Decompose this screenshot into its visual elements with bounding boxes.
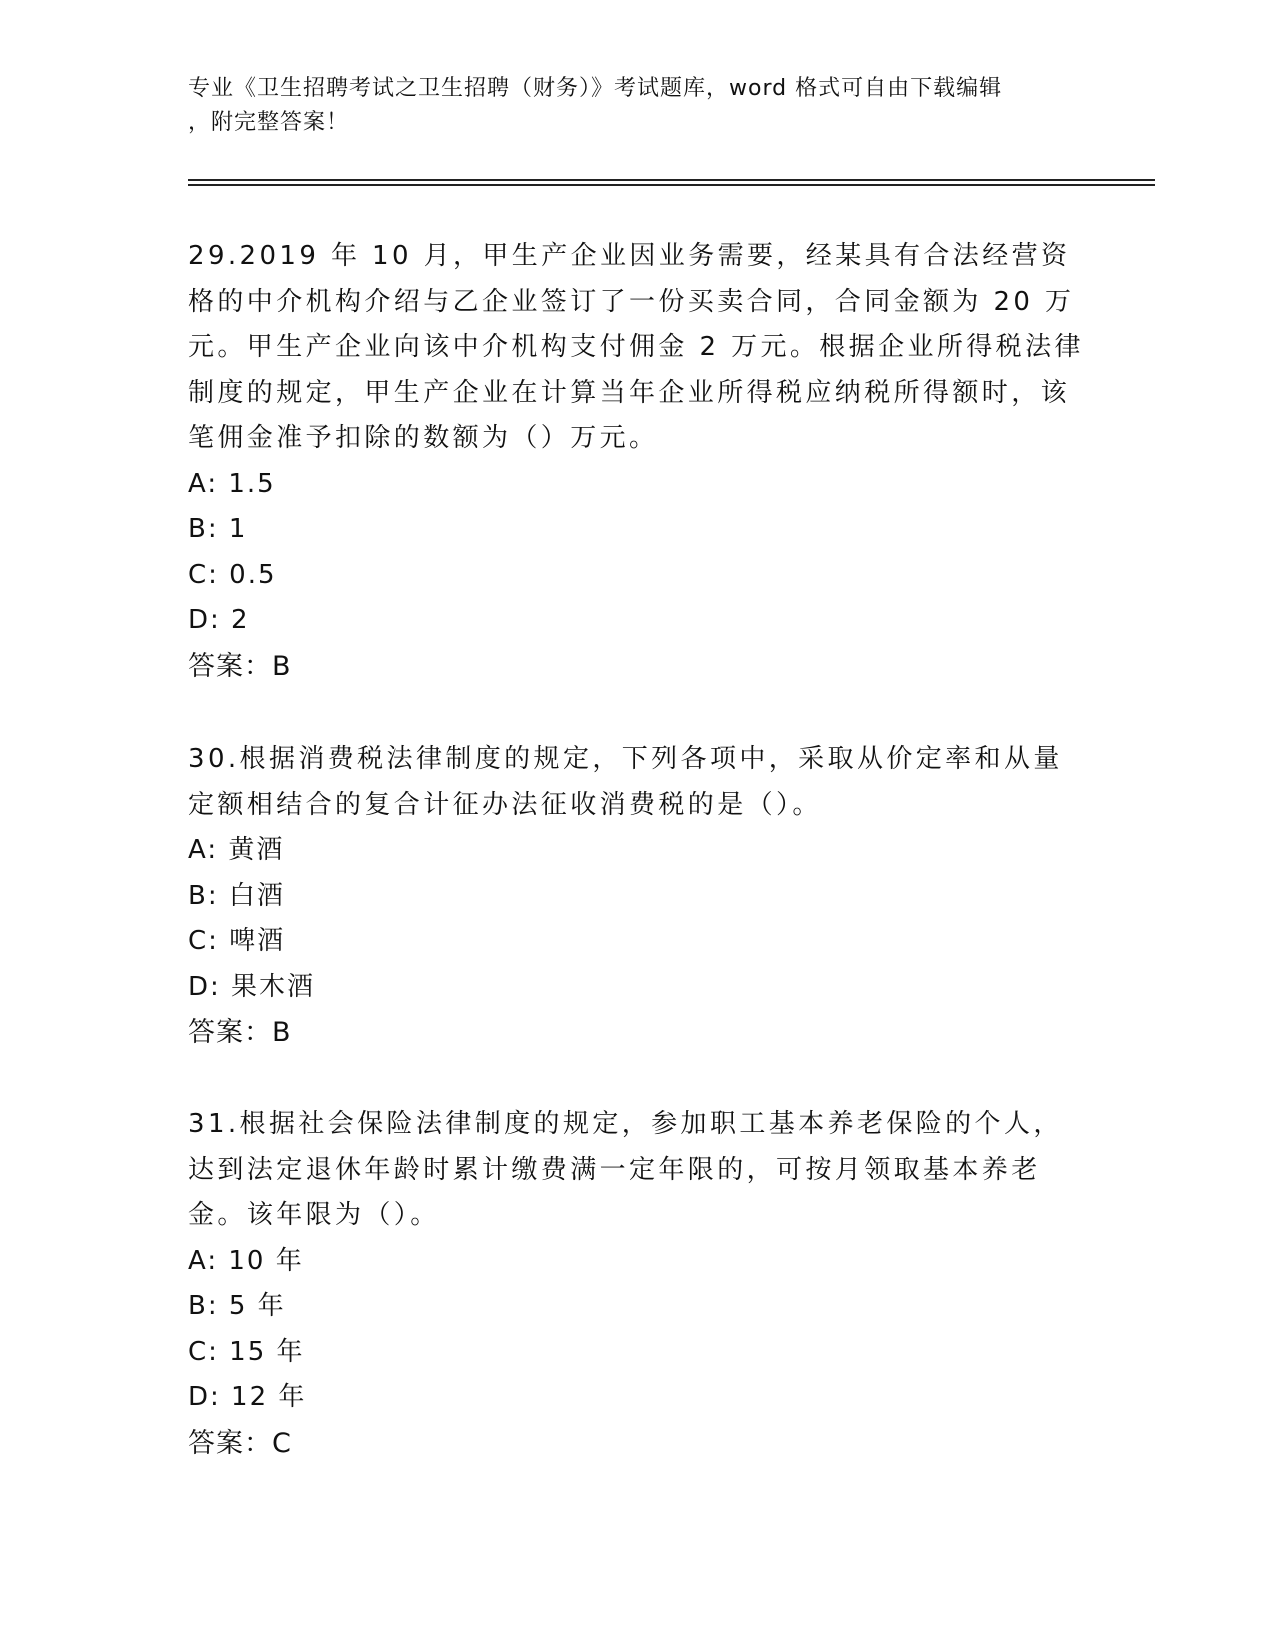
option-d: D: 2 bbox=[188, 605, 250, 635]
answer-label: 答案：C bbox=[188, 1427, 292, 1459]
option-a: A: 黄酒 bbox=[188, 835, 285, 865]
option-c: C: 0.5 bbox=[188, 559, 277, 590]
header-divider-line bbox=[188, 179, 1155, 181]
option-b: B: 5 年 bbox=[188, 1291, 286, 1321]
option-d: D: 果木酒 bbox=[188, 971, 316, 1002]
option-a: A: 1.5 bbox=[188, 468, 276, 499]
option-b: B: 白酒 bbox=[188, 880, 285, 911]
question-text: 29.2019 年 10 月，甲生产企业因业务需要，经某具有合法经营资格的中介机构介绍与乙企业签订了一份买卖合同，合同金额为 20 万元。甲生产企业向该中介机构支付佣金 2 万元。根据企业所得税法律制度的规定，甲生产企业在计算当年企业所得税应纳税所得额时，该笔佣金准予扣除的数额为（）万元。 bbox=[188, 241, 1084, 453]
question-text: 31.根据社会保险法律制度的规定，参加职工基本养老保险的个人，达到法定退休年龄时累计缴费满一定年限的，可按月领取基本养老金。该年限为（）。 bbox=[188, 1109, 1063, 1230]
question-31 bbox=[188, 1102, 1088, 1466]
option-c: C: 15 年 bbox=[188, 1336, 305, 1367]
option-b: B: 1 bbox=[188, 514, 248, 544]
question-30 bbox=[188, 737, 1088, 1056]
question-text: 30.根据消费税法律制度的规定，下列各项中，采取从价定率和从量定额相结合的复合计征办法征收消费税的是（）。 bbox=[188, 744, 1063, 820]
answer-label: 答案：B bbox=[188, 1017, 292, 1048]
header-divider-line bbox=[188, 184, 1155, 186]
option-d: D: 12 年 bbox=[188, 1382, 307, 1412]
option-a: A: 10 年 bbox=[188, 1245, 304, 1276]
option-c: C: 啤酒 bbox=[188, 926, 286, 956]
document-header: 专业《卫生招聘考试之卫生招聘（财务）》考试题库，word 格式可自由下载编辑 ，附完整答案！ bbox=[188, 76, 1003, 135]
answer-label: 答案：B bbox=[188, 650, 292, 682]
question-29 bbox=[188, 234, 1088, 689]
